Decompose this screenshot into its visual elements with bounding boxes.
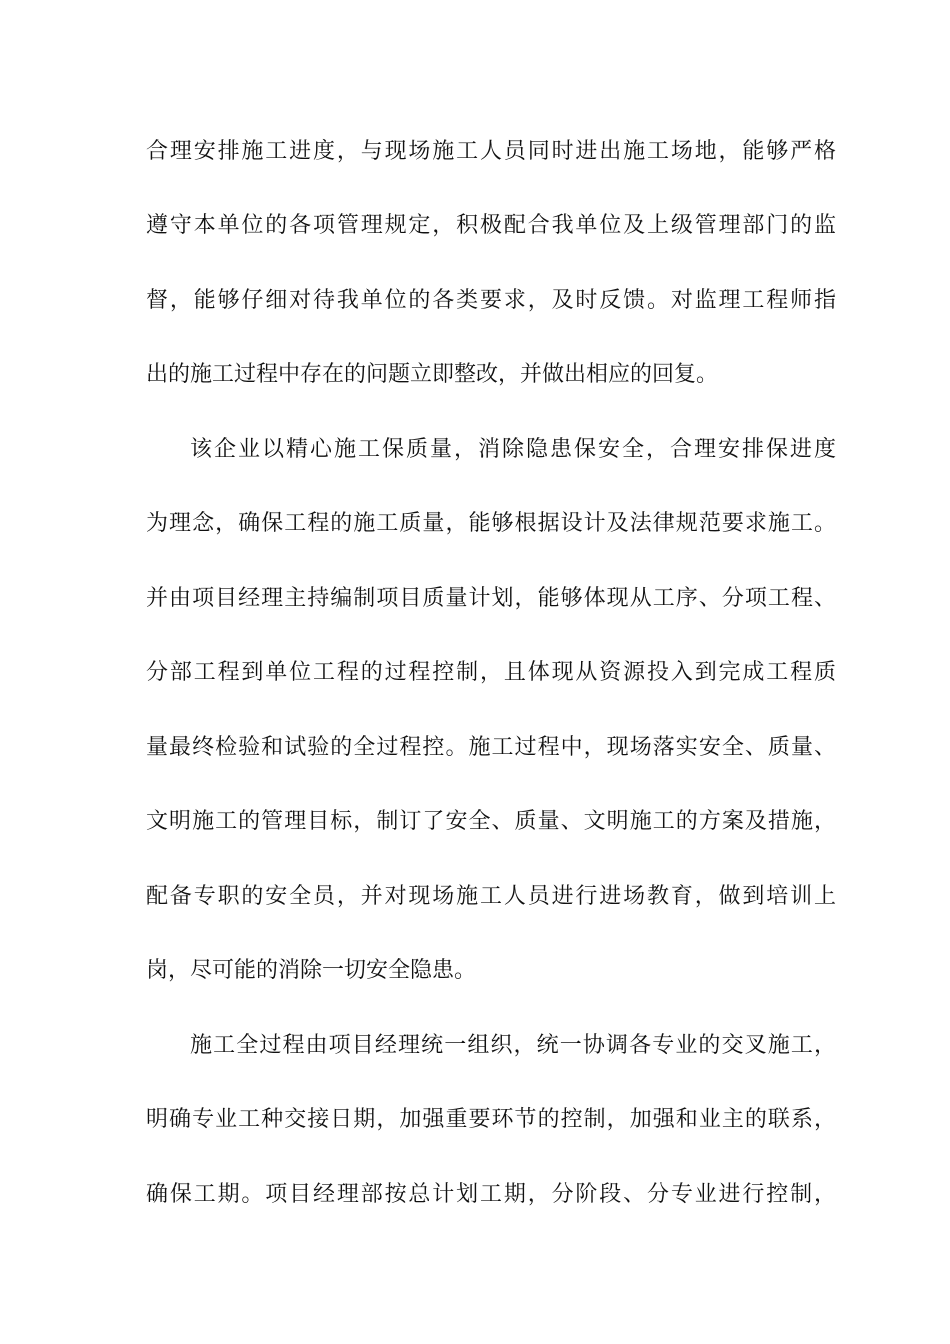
text-line: 配备专职的安全员，并对现场施工人员进行进场教育，做到培训上	[146, 884, 836, 909]
paragraph-first-line: 该企业以精心施工保质量，消除隐患保安全，合理安排保进度	[190, 437, 836, 462]
paragraph-first-line: 施工全过程由项目经理统一组织，统一协调各专业的交叉施工，	[190, 1033, 836, 1058]
text-line: 督，能够仔细对待我单位的各类要求，及时反馈。对监理工程师指	[146, 288, 836, 313]
text-line: 明确专业工种交接日期，加强重要环节的控制，加强和业主的联系，	[146, 1107, 836, 1132]
text-line: 量最终检验和试验的全过程控。施工过程中，现场落实安全、质量、	[146, 735, 836, 760]
text-line: 出的施工过程中存在的问题立即整改，并做出相应的回复。	[146, 362, 719, 387]
text-line: 并由项目经理主持编制项目质量计划，能够体现从工序、分项工程、	[146, 586, 836, 611]
text-line: 文明施工的管理目标，制订了安全、质量、文明施工的方案及措施，	[146, 809, 836, 834]
text-line: 确保工期。项目经理部按总计划工期，分阶段、分专业进行控制，	[146, 1182, 836, 1207]
text-line: 为理念，确保工程的施工质量，能够根据设计及法律规范要求施工。	[146, 511, 836, 536]
text-line: 合理安排施工进度，与现场施工人员同时进出施工场地，能够严格	[146, 139, 836, 164]
text-line: 分部工程到单位工程的过程控制，且体现从资源投入到完成工程质	[146, 660, 836, 685]
text-line: 岗，尽可能的消除一切安全隐患。	[146, 958, 477, 983]
text-line: 遵守本单位的各项管理规定，积极配合我单位及上级管理部门的监	[146, 213, 836, 238]
